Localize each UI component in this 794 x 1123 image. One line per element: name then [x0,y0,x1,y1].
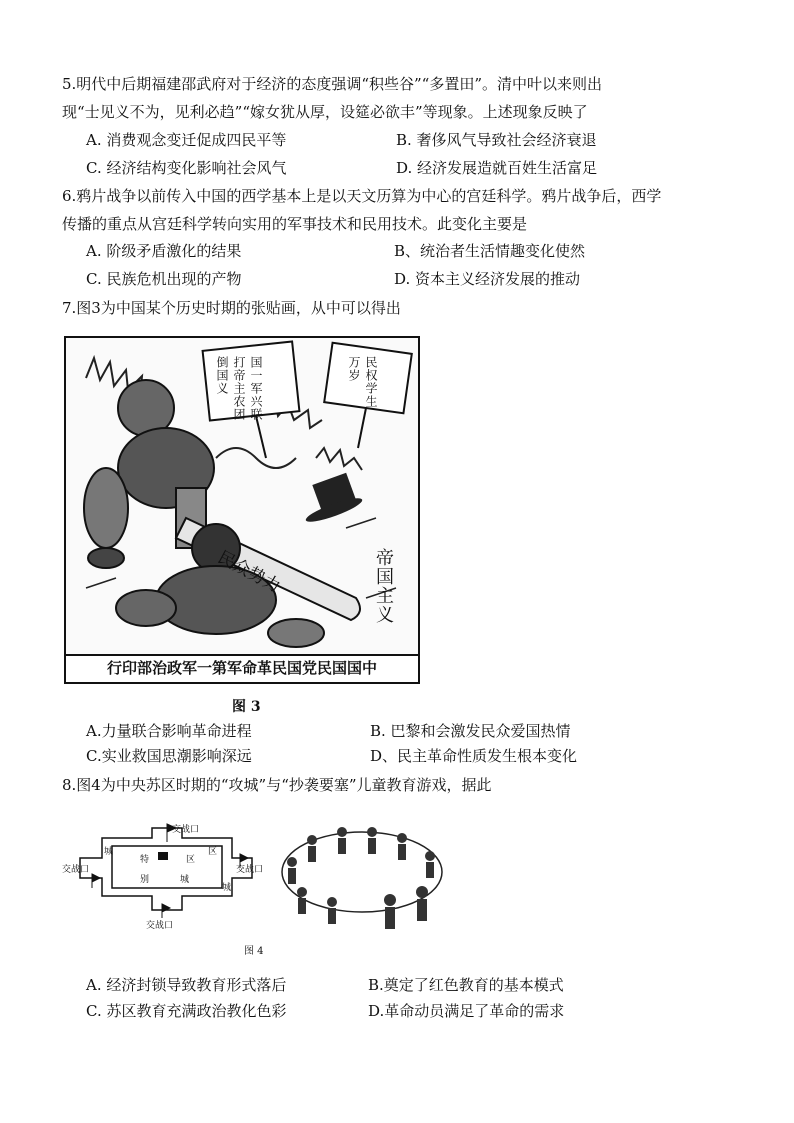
question-7-option-b[interactable]: B. 巴黎和会激发民众爱国热情 [370,722,571,740]
map-inner-label-2: 区 [186,855,196,865]
map-crossing-right: 交战口 [236,865,264,875]
question-5-option-a[interactable]: A. 消费观念变迁促成四民平等 [86,131,287,149]
figure-3-poster [64,336,420,684]
question-8-option-d[interactable]: D.革命动员满足了革命的需求 [368,1002,565,1020]
question-5-option-b[interactable]: B. 奢侈风气导致社会经济衰退 [396,131,597,149]
poster-side-text: 帝国主义 [373,548,394,624]
question-5-stem-line1: 5.明代中后期福建邵武府对于经济的态度强调“积些谷”“多置田”。清中叶以来则出 [62,75,602,93]
children-game-drawing [272,822,452,934]
question-6-option-a[interactable]: A. 阶级矛盾激化的结果 [86,242,242,260]
figure-4-map [62,818,272,938]
map-outer-label-3: 城 [222,883,232,893]
question-8-option-b[interactable]: B.奠定了红色教育的基本模式 [368,976,564,994]
question-6-stem-line1: 6.鸦片战争以前传入中国的西学基本上是以天文历算为中心的宫廷科学。鸦片战争后，西学 [62,187,662,205]
figure-4-children-game [272,822,452,934]
question-5-stem-line2: 现“士见义不为，见利必趋”“嫁女犹从厚，设筵必欲丰”等现象。上述现象反映了 [62,103,588,121]
question-8-option-a[interactable]: A. 经济封锁导致教育形式落后 [86,976,287,994]
question-7-option-a[interactable]: A.力量联合影响革命进程 [86,722,252,740]
question-6-option-b[interactable]: B、统治者生活情趣变化使然 [394,242,586,260]
question-8-option-c[interactable]: C. 苏区教育充满政治教化色彩 [86,1002,287,1020]
map-inner-label-1: 特 [140,855,150,865]
map-outer-label-2: 区 [208,847,218,857]
question-6-option-d[interactable]: D. 资本主义经济发展的推动 [394,270,581,288]
poster-club-text: 民众势力 [214,547,284,597]
figure-4-caption: 图 4 [244,946,264,957]
map-crossing-left: 交战口 [62,865,90,875]
question-6-stem-line2: 传播的重点从宫廷科学转向实用的军事技术和民用技术。此变化主要是 [62,215,528,233]
question-8-stem: 8.图4为中央苏区时期的“攻城”与“抄袭要塞”儿童教育游戏，据此 [62,776,492,794]
question-6-option-c[interactable]: C. 民族危机出现的产物 [86,270,242,288]
question-5-option-d[interactable]: D. 经济发展造就百姓生活富足 [396,159,598,177]
poster-sign-alliance: 国一军兴联打帝主农团倒国义 [215,356,263,421]
map-outer-label-1: 城 [104,847,114,857]
question-7-stem: 7.图3为中国某个历史时期的张贴画，从中可以得出 [62,299,401,317]
poster-bottom-banner: 行印部治政军一第军命革民国党民国国中 [66,654,418,682]
map-inner-label-4: 城 [180,875,190,885]
map-crossing-top: 交战口 [172,825,200,835]
map-inner-label-3: 别 [140,875,150,885]
figure-3-caption: 图 3 [232,699,261,715]
poster-sign-student: 民权学生万岁 [347,356,378,408]
map-crossing-bottom: 交战口 [146,921,174,931]
question-7-option-c[interactable]: C.实业救国思潮影响深远 [86,747,252,765]
question-7-option-d[interactable]: D、民主革命性质发生根本变化 [370,747,578,765]
question-5-option-c[interactable]: C. 经济结构变化影响社会风气 [86,159,287,177]
